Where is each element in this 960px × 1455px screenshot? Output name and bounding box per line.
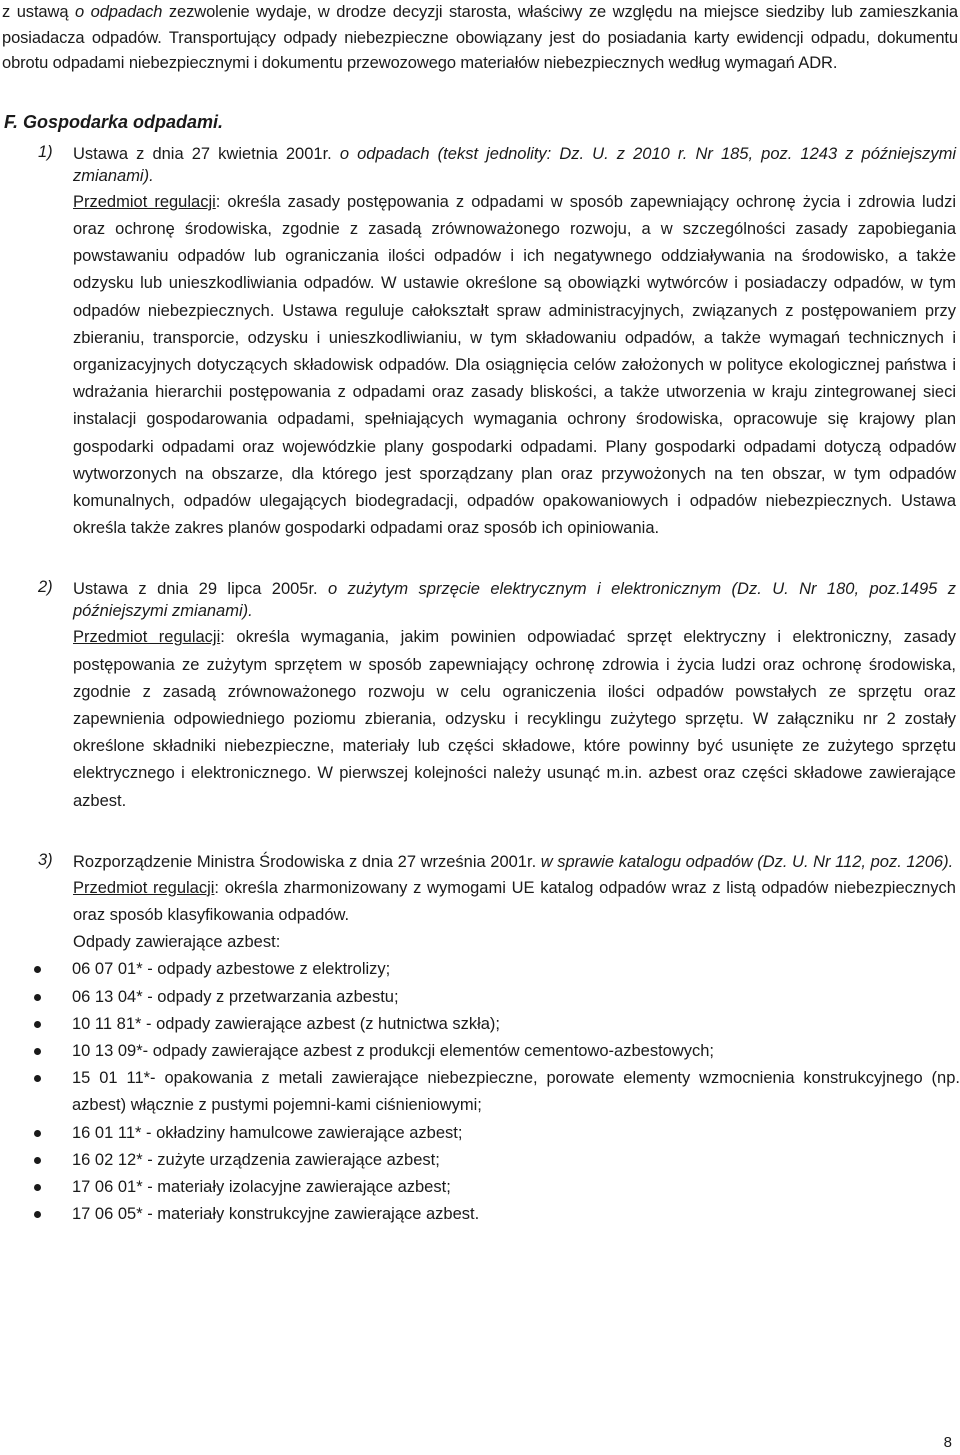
- bullet-icon: [34, 1184, 41, 1191]
- subject-text: : określa zasady postępowania z odpadami w sposób zapewniający ochronę życia i zdrowia ludzi oraz ochronę środowiska, zgodnie z zasadą zrównoważonego rozwoju, a w szczególności zasady zapobiegania powstawaniu odpadów lub ograniczania ilości odpadów i ich negatywnego oddziaływania na środowisko, a także odzysku lub unieszkodliwiania odpadów. W ustawie określone są obowiązki wytwórców i posiadaczy odpadów, w tym odpadów niebezpiecznych. Ustawa reguluje całokształt spraw administracyjnych, związanych z postępowaniem przy zbieraniu, transporcie, odzysku i unieszkodliwianiu, w tym składowaniu odpadów, a także wymagań technicznych i organizacyjnych dotyczących składowisk odpadów. Dla osiągnięcia celów założonych w polityce ekologicznej państwa i wdrażania hierarchii postępowania z odpadami oraz zasady bliskości, a także utworzenia w kraju zintegrowanej sieci instalacji gospodarowania odpadami, spełniających wymagania ochrony środowiska, opracowuje się krajowy plan gospodarki odpadami oraz wojewódzkie plany gospodarki odpadami. Plany gospodarki odpadami dotyczą odpadów wytworzonych na obszarze, dla którego jest sporządzany plan oraz przywożonych na ten obszar, w tym odpadów komunalnych, odpadów ulegających biodegradacji, odpadów opakowaniowych i odpadów niebezpiecznych. Ustawa określa także zakres planów gospodarki odpadami oraz sposób ich opiniowania.: [73, 192, 956, 538]
- page-number: 8: [943, 1434, 952, 1451]
- section-heading: F. Gospodarka odpadami.: [4, 111, 224, 132]
- list-item: [0, 1120, 960, 1147]
- subject-label: Przedmiot regulacji: [73, 192, 216, 211]
- list-item-text: 15 01 11*- opakowania z metali zawierające niebezpieczne, porowate elementy wzmocnienia konstrukcyjnego (np. azbest) włącznie z pustymi pojemni-kami ciśnieniowymi;: [72, 1069, 960, 1115]
- bullet-icon: [34, 1075, 41, 1082]
- law-entry-3: [0, 851, 960, 957]
- law-description: [73, 875, 956, 929]
- list-item-text: 10 13 09*- odpady zawierające azbest z produkcji elementów cementowo-azbestowych;: [72, 1042, 715, 1061]
- list-item: [0, 1201, 960, 1228]
- intro-text-rest: zezwolenie wydaje, w drodze decyzji starosta, właściwy ze względu na miejsce siedziby lub zamieszkania posiadacza odpadów. Transportujący odpady niebezpieczne obowiązany jest do posiadania karty ewidencji odpadu, dokumentu obrotu odpadami niebezpiecznymi i dokumentu przewozowego materiałów niebezpiecznych według wymagań ADR.: [2, 3, 958, 73]
- subject-text: : określa wymagania, jakim powinien odpowiadać sprzęt elektryczny i elektroniczny, zasady postępowania ze zużytym sprzętem w sposób zapewniający ochronę zdrowia i życia ludzi oraz ochronę środowiska, zgodnie z zasadą zrównoważonego rozwoju w celu ograniczenia ilości odpadów powstałych ze sprzętu oraz zapewnienia odpowiedniego poziomu zbierania, odzysku i recyklingu zużytego sprzętu. W załączniku nr 2 zostały określone składniki niebezpieczne, materiały lub części składowe, które powinny być usunięte ze zużytego sprzętu elektrycznego i elektronicznego. W pierwszej kolejności należy usunąć m.in. azbest oraz części składowe zawierające azbest.: [73, 628, 956, 810]
- law-entry-2: [0, 578, 960, 814]
- law-title: [73, 851, 956, 873]
- list-item-text: 16 02 12* - zużyte urządzenia zawierające azbest;: [72, 1150, 440, 1169]
- list-item-text: 06 07 01* - odpady azbestowe z elektrolizy;: [72, 960, 391, 979]
- law-entry-1: [0, 143, 960, 543]
- intro-paragraph: [0, 0, 960, 77]
- law-title-italic: o odpadach (tekst jednolity: Dz. U. z 2010 r. Nr 185, poz. 1243 z późniejszymi zmianami).: [73, 144, 957, 185]
- law-description: [73, 624, 956, 814]
- subject-label: Przedmiot regulacji: [73, 878, 215, 897]
- list-item: [0, 1038, 960, 1065]
- list-item-text: 10 11 81* - odpady zawierające azbest (z hutnictwa szkła);: [72, 1014, 501, 1033]
- law-number: 1): [38, 142, 53, 161]
- bullet-icon: [34, 1021, 41, 1028]
- law-description: [73, 189, 956, 543]
- intro-text-start: z ustawą: [2, 3, 75, 21]
- list-item-text: 06 13 04* - odpady z przetwarzania azbestu;: [72, 987, 399, 1006]
- list-item: [0, 984, 960, 1011]
- bullet-icon: [34, 966, 41, 973]
- subject-label: Przedmiot regulacji: [73, 628, 221, 647]
- law-number: 3): [38, 850, 53, 869]
- law-number: 2): [38, 578, 53, 597]
- law-title-plain: Ustawa z dnia 29 lipca 2005r.: [73, 580, 329, 599]
- intro-italic-reference: o odpadach: [74, 3, 163, 21]
- list-item-text: 16 01 11* - okładziny hamulcowe zawierające azbest;: [72, 1123, 463, 1142]
- law-title-italic: w sprawie katalogu odpadów (Dz. U. Nr 112, poz. 1206).: [540, 852, 954, 871]
- bullet-icon: [34, 1130, 41, 1137]
- list-item: [0, 1065, 960, 1119]
- law-title: [73, 578, 956, 622]
- list-item: [0, 956, 960, 983]
- bullet-icon: [34, 1211, 41, 1218]
- bullet-icon: [34, 1157, 41, 1164]
- bullet-icon: [34, 1048, 41, 1055]
- asbestos-list-heading: Odpady zawierające azbest:: [73, 933, 281, 952]
- law-title-italic: o zużytym sprzęcie elektrycznym i elektronicznym (Dz. U. Nr 180, poz.1495 z późniejszymi zmianami).: [73, 580, 956, 621]
- list-item: [0, 1147, 960, 1174]
- list-item-text: 17 06 01* - materiały izolacyjne zawierające azbest;: [72, 1178, 451, 1197]
- bullet-icon: [34, 994, 41, 1001]
- law-title: [73, 143, 956, 187]
- list-item-text: 17 06 05* - materiały konstrukcyjne zawierające azbest.: [72, 1205, 480, 1224]
- list-item: [0, 1011, 960, 1038]
- law-title-plain: Rozporządzenie Ministra Środowiska z dnia 27 września 2001r.: [73, 852, 541, 871]
- asbestos-waste-list: [0, 956, 960, 1228]
- law-title-plain: Ustawa z dnia 27 kwietnia 2001r.: [73, 144, 340, 163]
- subject-text: : określa zharmonizowany z wymogami UE katalog odpadów wraz z listą odpadów niebezpiecznych oraz sposób klasyfikowania odpadów.: [73, 878, 956, 925]
- list-item: [0, 1174, 960, 1201]
